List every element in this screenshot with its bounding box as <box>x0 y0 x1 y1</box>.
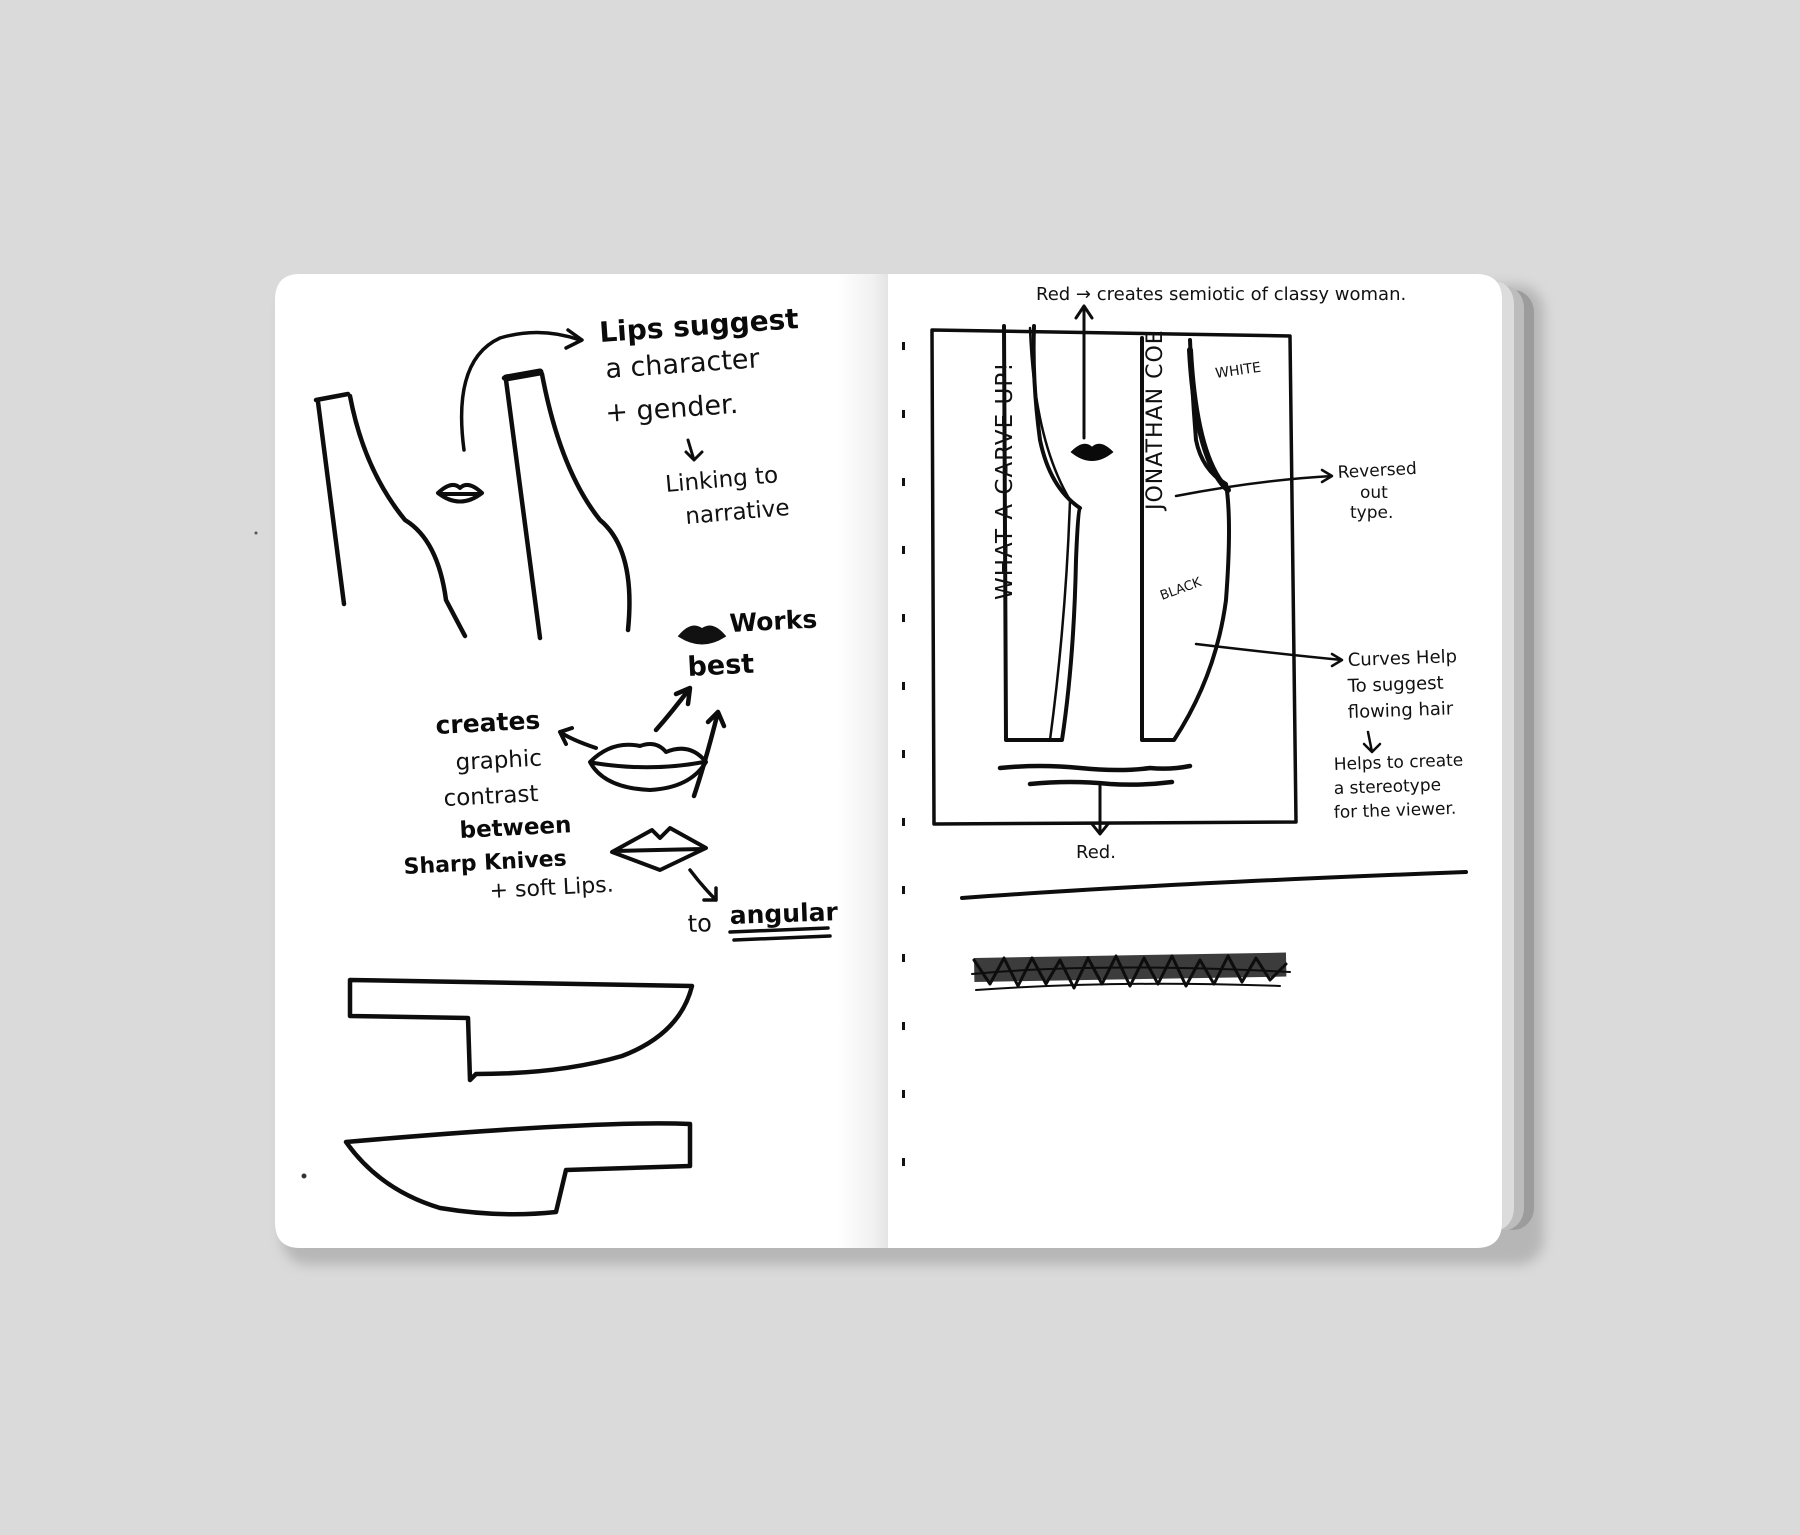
note-soft-lips: + soft Lips. <box>489 872 615 904</box>
note-works: Works <box>728 604 818 638</box>
label-white: WHITE <box>1214 359 1263 382</box>
note-contrast: contrast <box>442 781 540 812</box>
note-angular: angular <box>729 897 839 930</box>
gutter-shade-left <box>838 274 888 1248</box>
poster-text-author: JONATHAN COE <box>1143 329 1168 510</box>
note-to: to <box>687 909 713 938</box>
note-flowing-hair: flowing hair <box>1347 698 1454 723</box>
note-out: out <box>1360 483 1388 503</box>
note-lips-suggest: Lips suggest <box>598 302 800 349</box>
left-page <box>275 274 888 1248</box>
note-a-character: a character <box>604 343 761 385</box>
note-type: type. <box>1350 503 1394 523</box>
note-best: best <box>686 648 755 683</box>
note-creates: creates <box>434 705 541 740</box>
note-reversed: Reversed <box>1337 458 1418 483</box>
note-between: between <box>458 812 573 844</box>
poster-rule-2 <box>1030 782 1172 785</box>
note-gender: + gender. <box>604 388 740 429</box>
note-narrative: narrative <box>684 494 791 530</box>
note-sharp-knives: Sharp Knives <box>403 846 568 880</box>
note-red-top: Red → creates semiotic of classy woman. <box>1036 284 1407 305</box>
poster-text-title: WHAT A CARVE UP! <box>992 361 1018 600</box>
note-graphic: graphic <box>454 745 543 776</box>
note-a-stereotype: a stereotype <box>1333 775 1442 799</box>
note-for-the-viewer: for the viewer. <box>1333 798 1457 823</box>
note-red-bottom: Red. <box>1076 842 1116 863</box>
label-black: BLACK <box>1158 575 1204 604</box>
stray-mark <box>302 1174 307 1179</box>
scribble-block <box>972 953 1290 990</box>
note-linking-to: Linking to <box>664 462 780 498</box>
note-curves-help: Curves Help <box>1347 646 1458 671</box>
lips-icon-works <box>680 627 724 643</box>
note-to-suggest: To suggest <box>1347 672 1444 697</box>
note-helps-to-create: Helps to create <box>1333 750 1464 775</box>
stray-mark <box>255 532 258 535</box>
